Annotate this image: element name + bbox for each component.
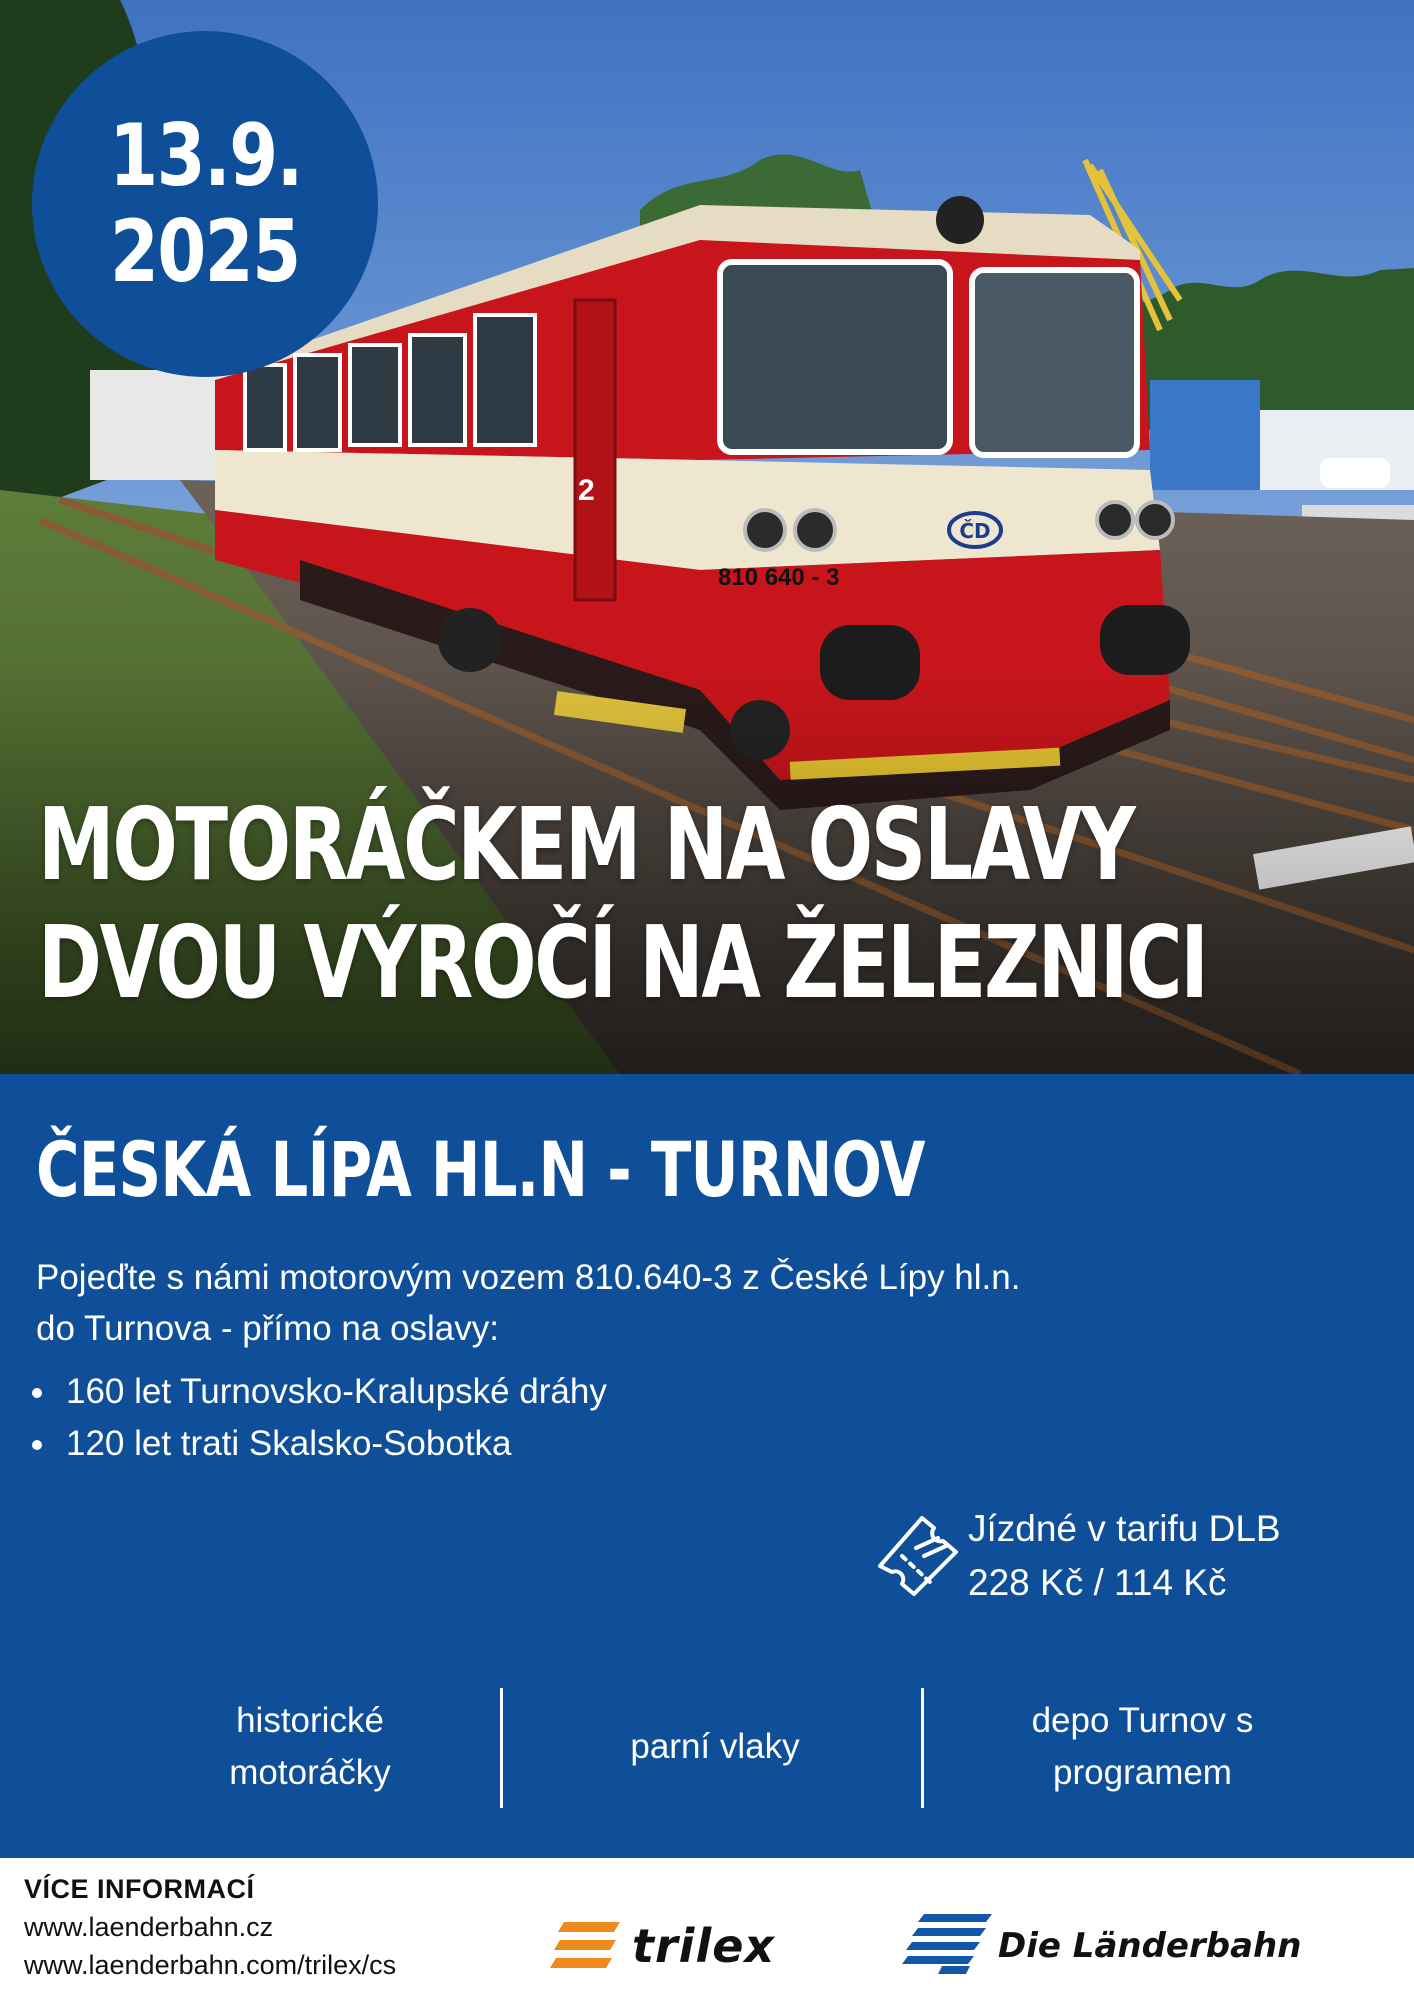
feature-steam-trains	[510, 1686, 920, 1808]
more-info-title: VÍCE INFORMACÍ	[24, 1874, 255, 1904]
footer	[0, 1858, 1414, 2000]
feature-text: historické	[236, 1701, 384, 1740]
website-link-2[interactable]: www.laenderbahn.com/trilex/cs	[24, 1950, 397, 1980]
trilex-logo	[550, 1916, 840, 1978]
bullet-icon	[32, 1440, 42, 1450]
info-panel	[0, 1074, 1414, 1858]
list-item	[22, 1418, 607, 1470]
fare-text	[968, 1502, 1281, 1610]
route-title: ČESKÁ LÍPA HL.N - TURNOV	[36, 1125, 925, 1214]
list-item-text: 120 let trati Skalsko-Sobotka	[66, 1424, 512, 1463]
ticket-icon	[872, 1508, 964, 1600]
date-badge	[32, 31, 378, 377]
date-line-1: 13.9.	[108, 106, 302, 206]
feature-divider	[500, 1688, 503, 1808]
feature-text: programem	[1053, 1753, 1232, 1792]
laenderbahn-wordmark: Die Länderbahn	[998, 1926, 1302, 1966]
trilex-stripes-icon	[550, 1916, 628, 1978]
laenderbahn-wave-icon	[902, 1908, 994, 1980]
feature-text: depo Turnov s	[1031, 1701, 1254, 1740]
list-item	[22, 1366, 607, 1418]
bullet-icon	[32, 1388, 42, 1398]
features-row	[0, 1686, 1414, 1808]
headline	[38, 786, 1358, 1022]
anniversary-list	[22, 1366, 607, 1470]
headline-line-2: DVOU VÝROČÍ NA ŽELEZNICI	[38, 904, 1207, 1021]
list-item-text: 160 let Turnovsko-Kralupské dráhy	[66, 1372, 607, 1411]
website-link-1[interactable]: www.laenderbahn.cz	[24, 1912, 274, 1942]
feature-divider	[921, 1688, 924, 1808]
intro-text	[36, 1252, 1236, 1354]
intro-line-2: do Turnova - přímo na oslavy:	[36, 1309, 499, 1348]
feature-historic-railcars	[150, 1686, 470, 1808]
feature-depot-programme	[930, 1686, 1355, 1808]
fare-label: Jízdné v tarifu DLB	[968, 1508, 1281, 1549]
intro-line-1: Pojeďte s námi motorovým vozem 810.640-3 z České Lípy hl.n.	[36, 1258, 1021, 1297]
date-line-2: 2025	[110, 202, 300, 302]
headline-line-1: MOTORÁČKEM NA OSLAVY	[38, 786, 1134, 903]
feature-text: parní vlaky	[630, 1727, 800, 1766]
laenderbahn-logo	[902, 1908, 1392, 1980]
trilex-wordmark: trilex	[632, 1919, 776, 1973]
feature-text: motoráčky	[229, 1753, 391, 1792]
fare-box	[872, 1502, 1352, 1612]
fare-price: 228 Kč / 114 Kč	[968, 1562, 1227, 1603]
